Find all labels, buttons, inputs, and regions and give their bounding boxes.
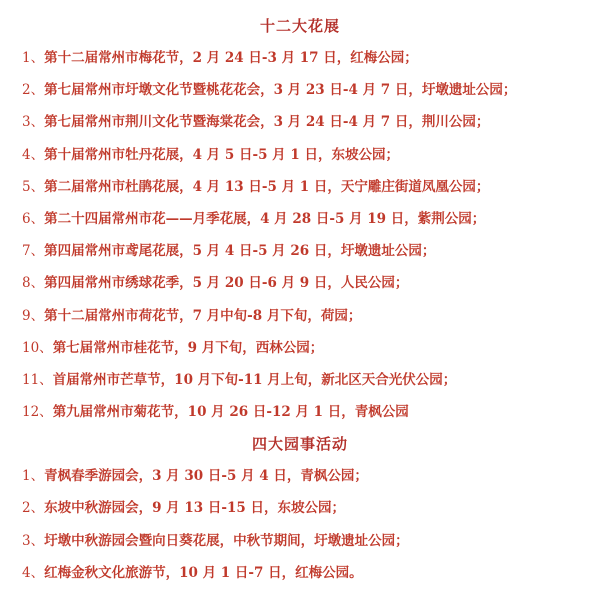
item-number: 4、 [22,564,45,581]
list-item [22,203,600,235]
section-title-garden-events: 四大园事活动 [251,435,348,454]
item-number: 5、 [22,178,45,195]
item-text: 第二届常州市杜鹃花展，4 月 13 日-5 月 1 日，天宁雕庄街道凤凰公园； [44,178,490,195]
item-text: 首届常州市芒草节，10 月下旬-11 月上旬，新北区天合光伏公园； [52,371,457,388]
item-number: 7、 [22,243,45,260]
item-text: 第十二届常州市梅花节，2 月 24 日-3 月 17 日，红梅公园； [44,50,418,66]
item-text: 第七届常州市桂花节，9 月下旬，西林公园； [52,339,324,356]
item-number: 1、 [22,50,45,66]
list-item [22,235,600,267]
garden-event-list [0,460,600,589]
item-text: 第七届常州市荆川文化节暨海棠花会，3 月 24 日-4 月 7 日，荆川公园； [44,114,490,131]
list-item [22,171,600,203]
item-text: 第十届常州市牡丹花展，4 月 5 日-5 月 1 日，东坡公园； [44,146,399,163]
item-number: 12、 [22,404,53,421]
list-item [22,557,600,589]
flower-show-list [0,42,600,428]
item-text: 第七届常州市圩墩文化节暨桃花花会，3 月 23 日-4 月 7 日，圩墩遗址公园； [44,82,517,99]
item-text: 红梅金秋文化旅游节，10 月 1 日-7 日，红梅公园。 [44,564,363,581]
list-item [22,267,600,299]
item-number: 3、 [22,532,45,549]
item-text: 青枫春季游园会，3 月 30 日-5 月 4 日，青枫公园； [44,468,368,485]
item-number: 2、 [22,500,45,517]
item-text: 东坡中秋游园会，9 月 13 日-15 日，东坡公园； [44,500,345,517]
list-item [22,492,600,524]
item-number: 11、 [22,371,53,388]
item-number: 6、 [22,210,45,227]
list-item [22,460,600,492]
item-text: 第十二届常州市荷花节，7 月中旬-8 月下旬，荷园； [44,307,362,324]
list-item [22,332,600,364]
list-item [22,139,600,171]
list-item [22,74,600,106]
item-number: 2、 [22,82,45,99]
list-item [22,42,600,74]
item-number: 1、 [22,468,45,485]
item-text: 圩墩中秋游园会暨向日葵花展，中秋节期间，圩墩遗址公园； [44,532,409,549]
item-text: 第四届常州市鸢尾花展，5 月 4 日-5 月 26 日，圩墩遗址公园； [44,243,436,260]
list-item [22,396,600,428]
item-number: 3、 [22,114,45,131]
section-title-flower-shows: 十二大花展 [259,17,340,35]
list-item [22,364,600,396]
item-text: 第二十四届常州市花——月季花展，4 月 28 日-5 月 19 日，紫荆公园； [44,210,486,227]
list-item [22,525,600,557]
item-number: 8、 [22,275,45,292]
item-text: 第四届常州市绣球花季，5 月 20 日-6 月 9 日，人民公园； [44,275,409,292]
item-number: 4、 [22,146,45,163]
item-number: 9、 [22,307,45,324]
list-item [22,300,600,332]
list-item [22,106,600,138]
item-text: 第九届常州市菊花节，10 月 26 日-12 月 1 日，青枫公园 [52,404,409,421]
item-number: 10、 [22,339,53,356]
